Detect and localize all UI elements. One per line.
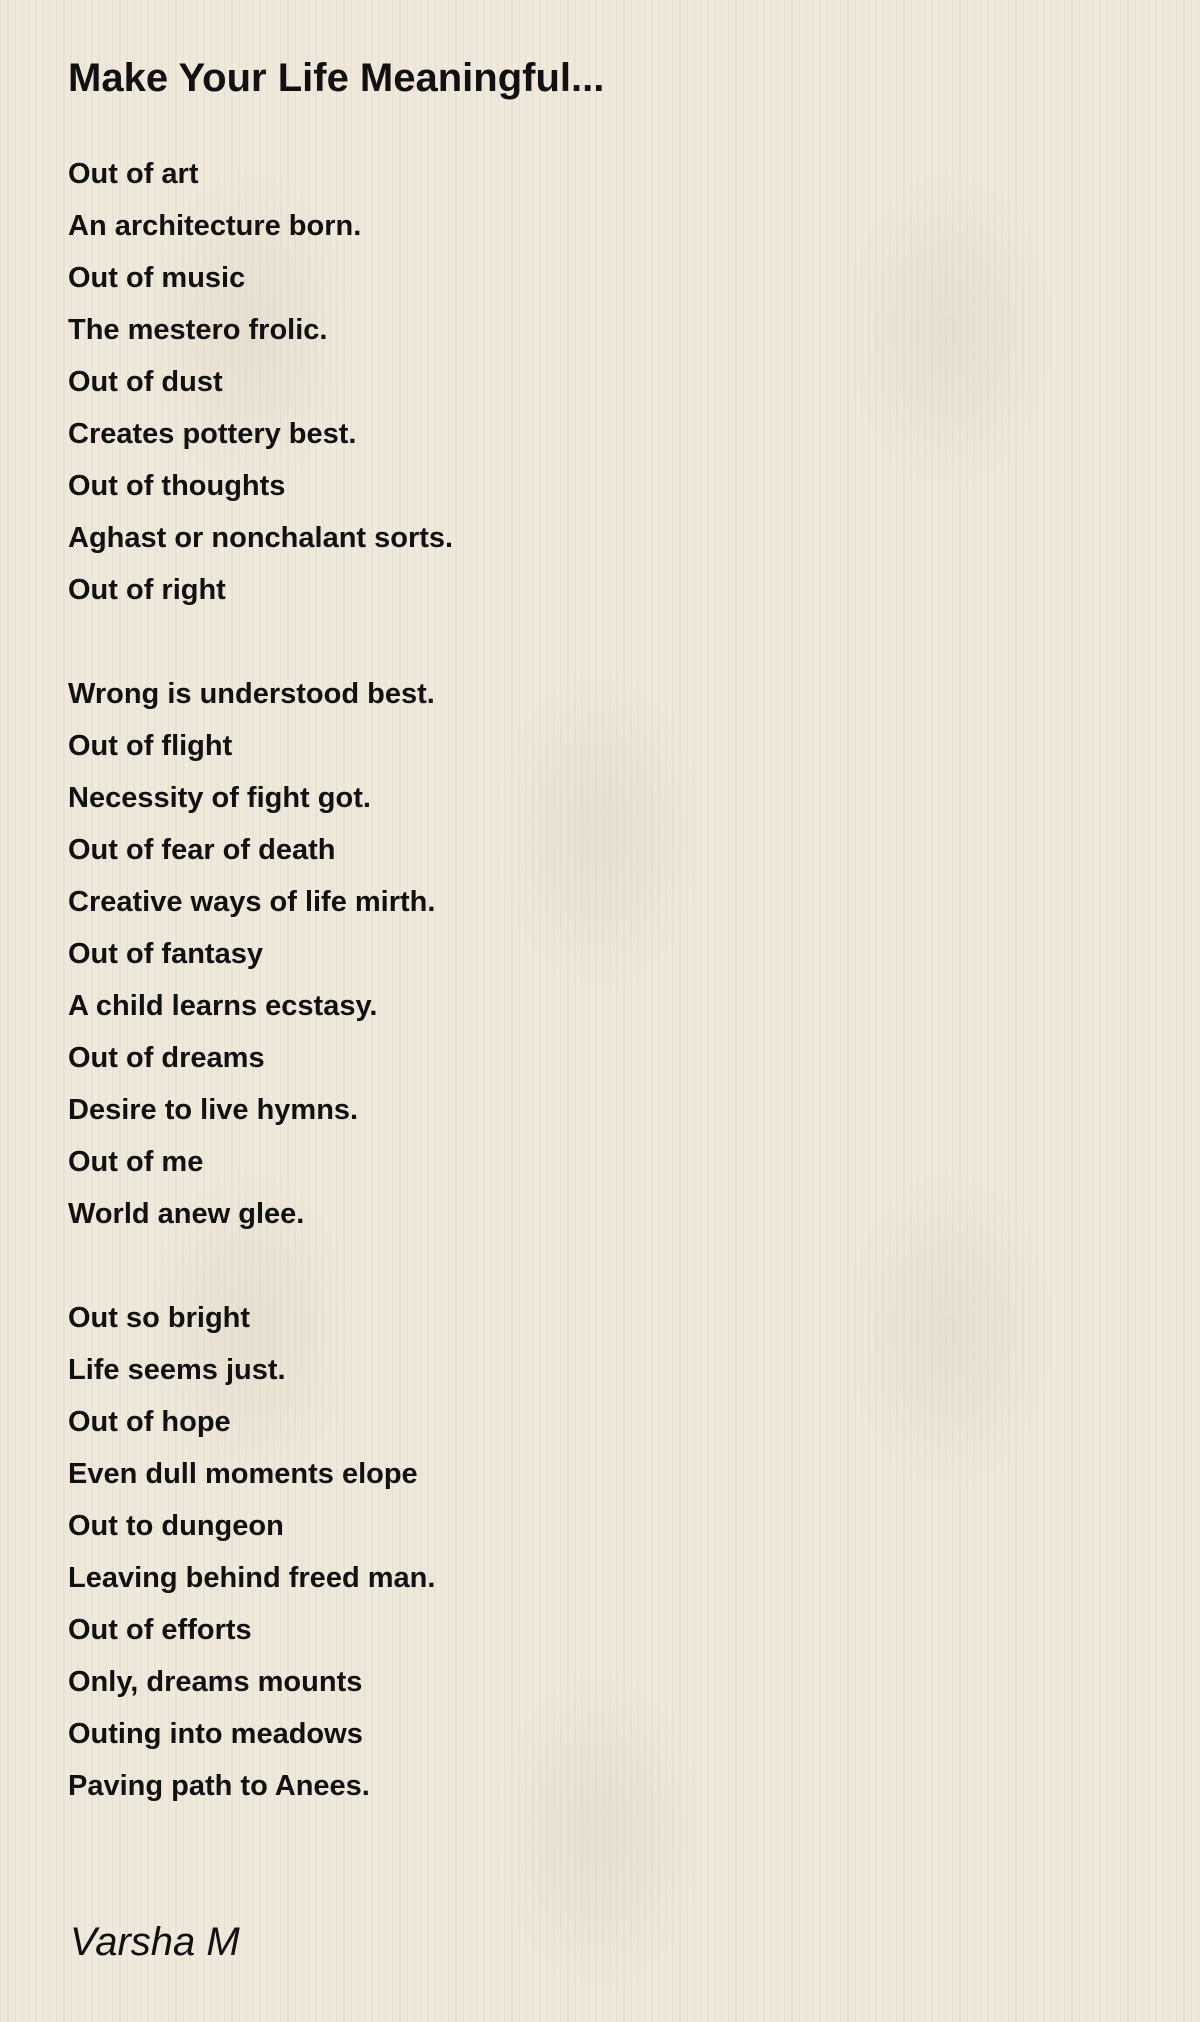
poem-line: Even dull moments elope bbox=[68, 1458, 418, 1490]
poem-line: Outing into meadows bbox=[68, 1718, 363, 1750]
poem-line: Desire to live hymns. bbox=[68, 1094, 359, 1126]
stanza bbox=[68, 148, 453, 616]
poem-line: Aghast or nonchalant sorts. bbox=[68, 522, 454, 554]
poem-line: Leaving behind freed man. bbox=[68, 1562, 436, 1594]
poem-line: Out of thoughts bbox=[68, 470, 286, 502]
poem-line: Out of art bbox=[68, 158, 199, 190]
poem-line: Out of me bbox=[68, 1146, 204, 1178]
poem-line: Out to dungeon bbox=[68, 1510, 284, 1542]
poem-line: Wrong is understood best. bbox=[68, 678, 435, 710]
poem-author: Varsha M bbox=[70, 1920, 240, 1964]
poem-line: Creative ways of life mirth. bbox=[68, 886, 436, 918]
poem-line: Out of dust bbox=[68, 366, 223, 398]
poem-line: Creates pottery best. bbox=[68, 418, 357, 450]
poem-line: Necessity of fight got. bbox=[68, 782, 371, 814]
poem-line: Life seems just. bbox=[68, 1354, 286, 1386]
poem-line: A child learns ecstasy. bbox=[68, 990, 378, 1022]
stanza bbox=[68, 668, 453, 1240]
poem-line: Out of fantasy bbox=[68, 938, 263, 970]
poem-body bbox=[68, 148, 453, 1864]
poem-title: Make Your Life Meaningful... bbox=[68, 56, 605, 100]
poem-line: Out of dreams bbox=[68, 1042, 265, 1074]
stanza bbox=[68, 1292, 453, 1812]
poem-line: Out of efforts bbox=[68, 1614, 252, 1646]
poem-line: Out of right bbox=[68, 574, 226, 606]
poem-line: Out of flight bbox=[68, 730, 233, 762]
poem-line: An architecture born. bbox=[68, 210, 362, 242]
poem-line: Out of fear of death bbox=[68, 834, 336, 866]
poem-line: Paving path to Anees. bbox=[68, 1770, 370, 1802]
poem-line: World anew glee. bbox=[68, 1198, 305, 1230]
poem-line: Only, dreams mounts bbox=[68, 1666, 363, 1698]
poem-line: Out of music bbox=[68, 262, 246, 294]
poem-line: Out so bright bbox=[68, 1302, 251, 1334]
poem-line: The mestero frolic. bbox=[68, 314, 328, 346]
poem-line: Out of hope bbox=[68, 1406, 231, 1438]
